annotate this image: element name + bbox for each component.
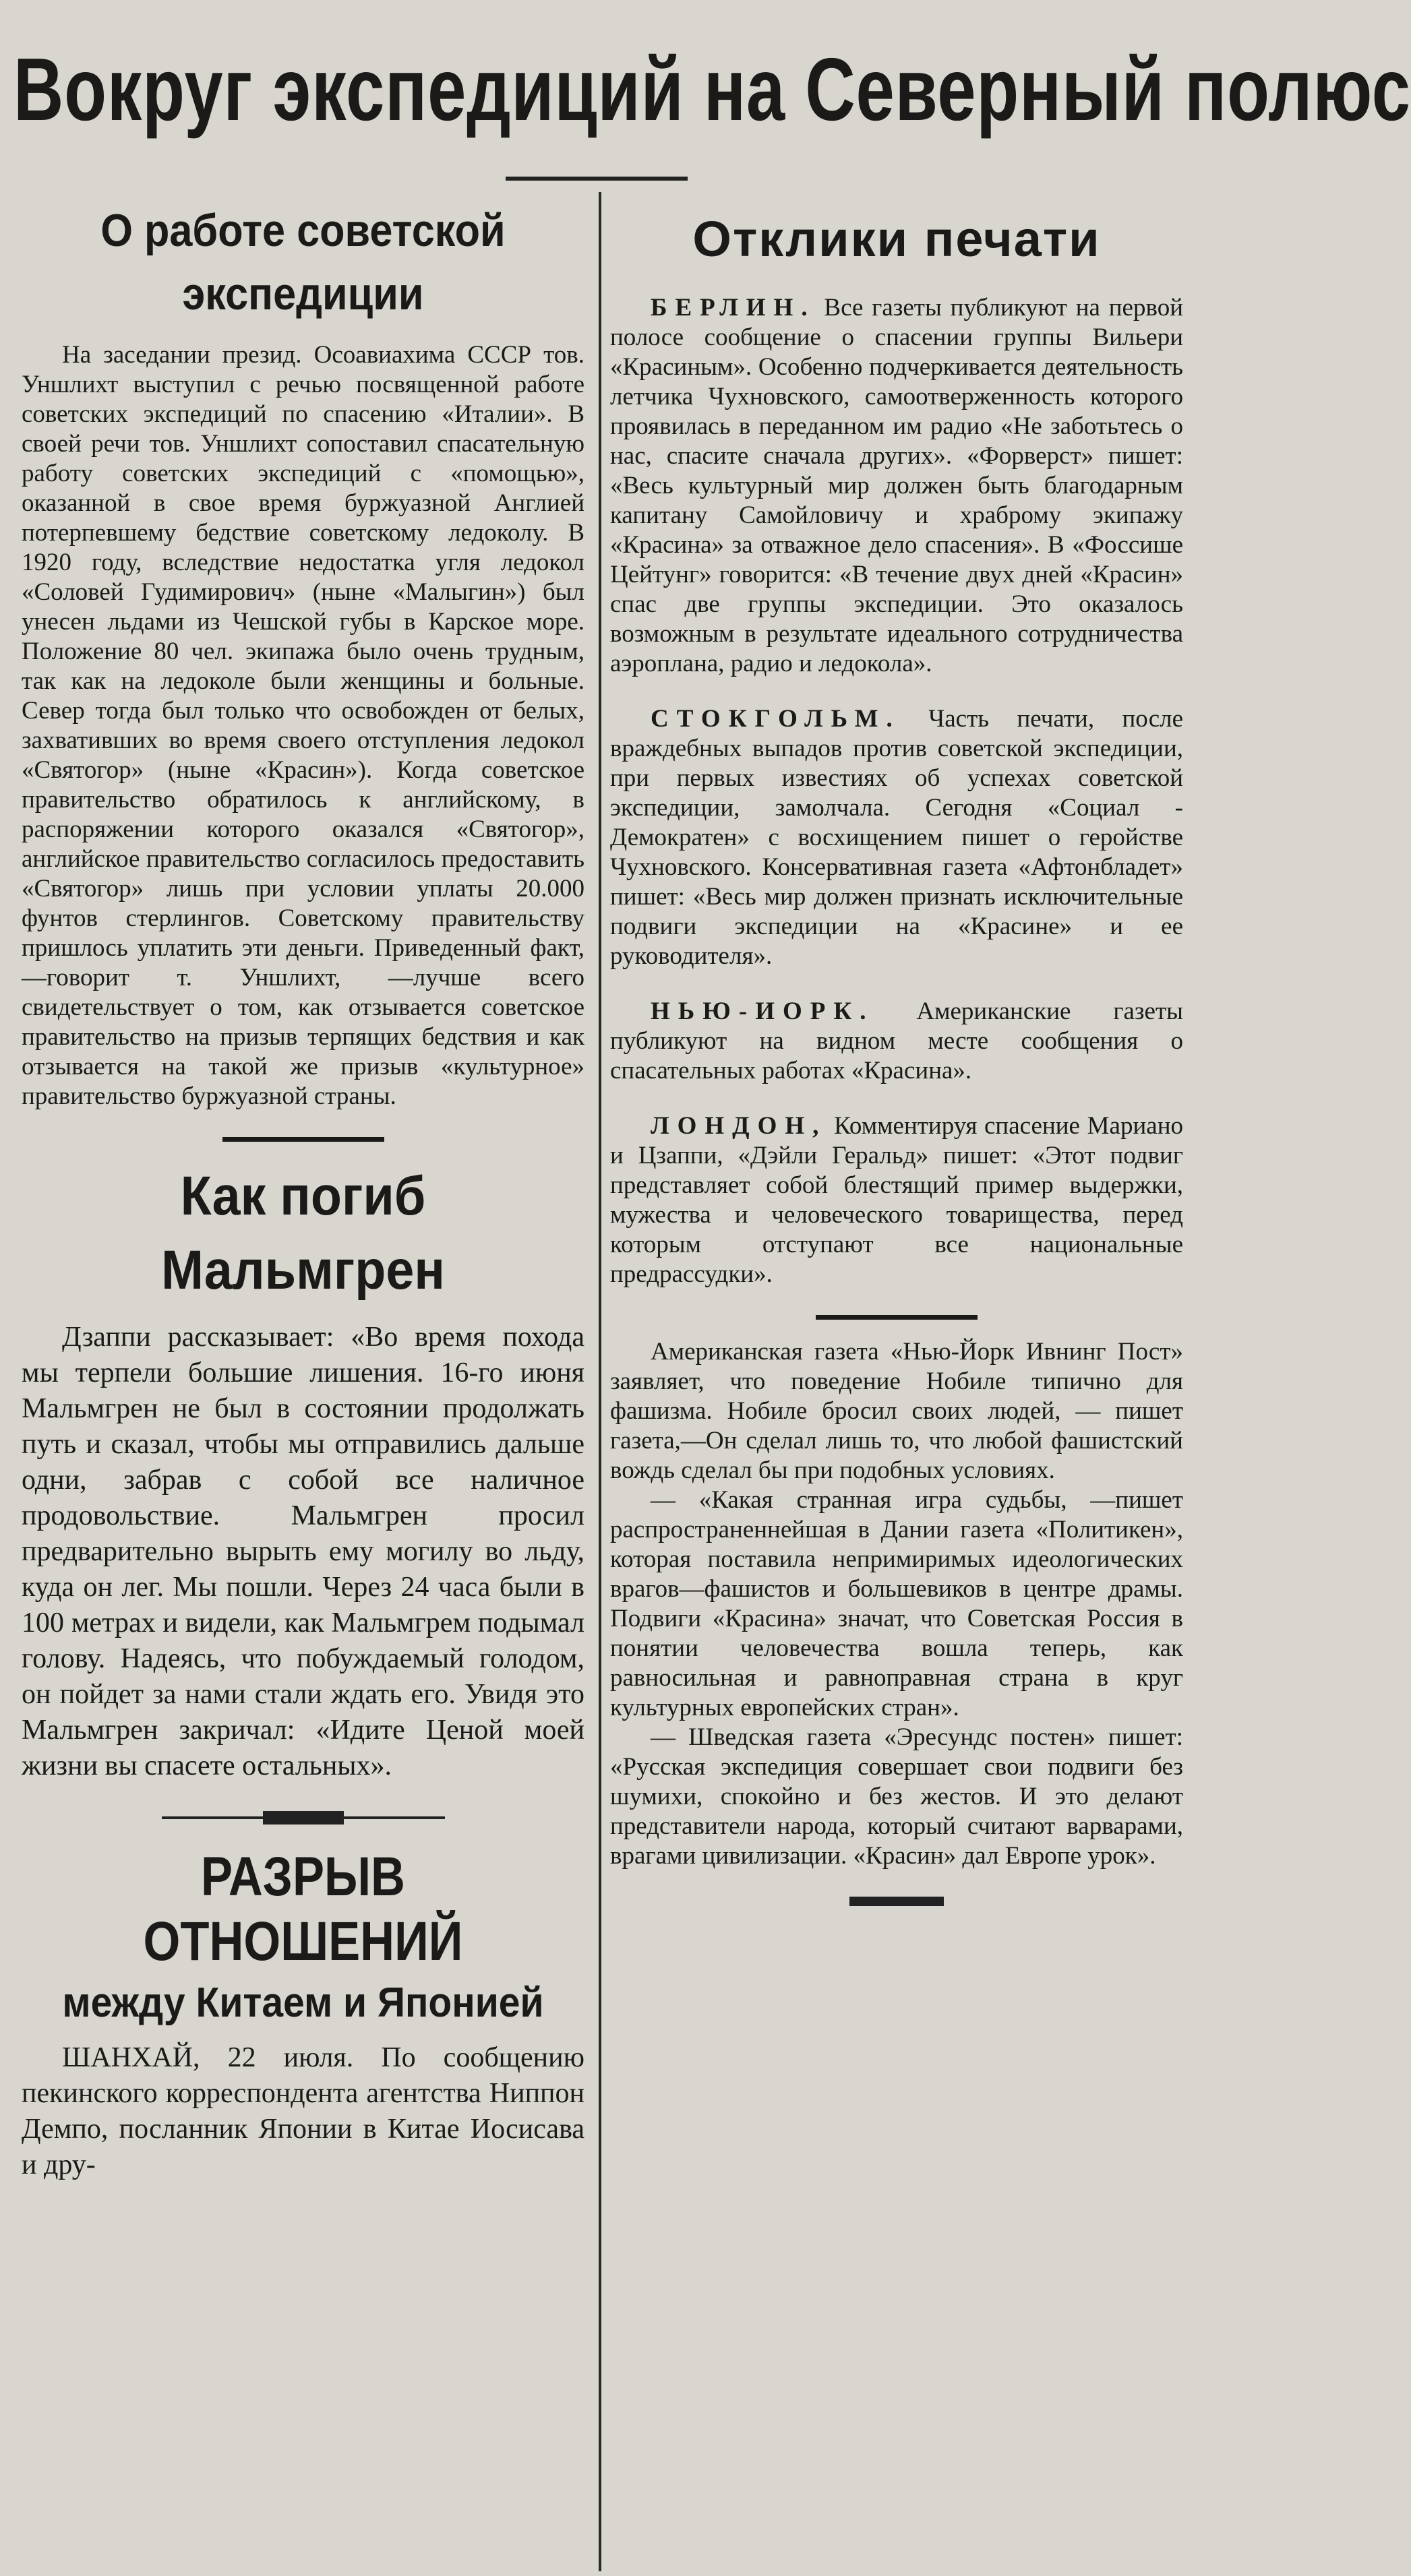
dateline: НЬЮ-ИОРК. (651, 998, 874, 1025)
article-title: О работе советской экспедиции (100, 205, 506, 319)
column-separator (599, 192, 601, 2571)
report-berlin (610, 293, 1183, 679)
article-body: ШАНХАЙ, 22 июля. По сообщению пекинского корреспондента агентства Ниппон Демпо, посланник Японии в Китае Иосисава и дру- (22, 2042, 584, 2180)
masthead-rule (506, 177, 688, 181)
press-paragraph: — Шведская газета «Эресундс постен» пишет: «Русская экспедиция совершает свои подвиги без шумихи, спокойно и без жестов. И это делают представители народа, который считают варварами, врагами цивилизации. «Красин» дал Европе урок». (610, 1723, 1183, 1870)
dateline: СТОКГОЛЬМ. (651, 705, 901, 733)
dateline: ЛОНДОН, (651, 1112, 827, 1140)
article-title: РАЗРЫВ ОТНОШЕНИЙ (143, 1846, 463, 1972)
section-divider (162, 1811, 445, 1824)
article-title: Как погиб Мальмгрен (161, 1165, 445, 1301)
press-paragraph: Американская газета «Нью-Йорк Ивнинг Пост» заявляет, что поведение Нобиле типично для фашизма. Нобиле бросил своих людей, — пишет газета,—Он сделал лишь то, что любой фашистский вождь сделал бы при подобных условиях. (610, 1338, 1183, 1484)
right-column (610, 199, 1183, 1906)
section-title: Отклики печати (692, 211, 1101, 267)
article-subtitle: между Китаем и Японией (62, 1980, 544, 2026)
report-body: НЬЮ-ИОРК. Американские газеты публикуют на видном месте сообщения о спасательных работах «Красина». (610, 998, 1183, 1084)
dateline: БЕРЛИН. (651, 294, 816, 321)
report-stockholm (610, 704, 1183, 971)
article-malmgren (22, 1159, 584, 1784)
article-soviet-expedition (22, 199, 584, 1111)
masthead-title: Вокруг экспедиций на Северный полюс (13, 40, 1411, 139)
report-body: СТОКГОЛЬМ. Часть печати, после враждебных выпадов против советской экспедиции, при первых известиях об успехах советской экспедиции, замолчала. Сегодня «Социал - Демократен» с восхищением пишет о геройстве Чухновского. Консервативная газета «Афтонбладет» пишет: «Весь мир должен признать исключительные подвиги экспедиции на «Красине» и ее руководителя». (610, 705, 1183, 970)
report-body: ЛОНДОН, Комментируя спасение Мариано и Цзаппи, «Дэйли Геральд» пишет: «Этот подвиг представляет собой блестящий пример выдержки, мужества и человеческого товарищества, перед которым отступают все национальные предрассудки». (610, 1112, 1183, 1288)
section-divider (222, 1137, 384, 1142)
press-paragraph: — «Какая странная игра судьбы, —пишет распространеннейшая в Дании газета «Политикен», которая поставила непримиримых идеологических врагов—фашистов и большевиков в центре драмы. Подвиги «Красина» значат, что Советская Россия в понятии человечества вошла теперь, как равносильная и равноправная страна в круг культурных европейских стран». (610, 1486, 1183, 1721)
dateline: ШАНХАЙ, (62, 2042, 200, 2073)
article-china-japan (22, 1845, 584, 2183)
section-divider (816, 1315, 978, 1320)
report-newyork (610, 997, 1183, 1086)
report-body: БЕРЛИН. Все газеты публикуют на первой полосе сообщение о спасении группы Вильери «Красиным». Особенно подчеркивается деятельность летчика Чухновского, самоотверженность которого проявилась в переданном им радио «Не заботьтесь о нас, спасите сначала других». «Форверст» пишет: «Весь культурный мир должен быть благодарным капитану Самойловичу и храброму экипажу «Красина» за отважное дело спасения». В «Фоссише Цейтунг» говорится: «В течение двух дней «Красин» спас две группы экспедиции. Это оказалось возможным в результате идеального сотрудничества аэроплана, радио и ледокола». (610, 294, 1183, 677)
report-london (610, 1111, 1183, 1289)
article-body: На заседании презид. Осоавиахима СССР тов. Уншлихт выступил с речью посвященной работе советских экспедиций по спасению «Италии». В своей речи тов. Уншлихт сопоставил спасательную работу советских экспедиций с «помощью», оказанной в свое время буржуазной Англией потерпевшему бедствие советскому ледоколу. В 1920 году, вследствие недостатка угля ледокол «Соловей Гудимирович» (ныне «Малыгин») был унесен льдами из Чешской губы в Карское море. Положение 80 чел. экипажа было очень трудным, так как на ледоколе были женщины и больные. Север тогда был только что освобожден от белых, захвативших во время своего отступления ледокол «Святогор» (ныне «Красин»). Когда советское правительство обратилось к английскому, в распоряжении которого оказался «Святогор», английское правительство согласилось предоставить «Святогор» лишь при условии уплаты 20.000 фунтов стерлингов. Советскому правительству пришлось уплатить эти деньги. Приведенный факт,—говорит т. Уншлихт, —лучше всего свидетельствует о том, как отзывается советское правительство на призыв терпящих бедствия и как отзывается на такой же призыв «культурное» правительство буржуазной страны. (22, 341, 584, 1110)
article-body: Дзаппи рассказывает: «Во время похода мы терпели большие лишения. 16-го июня Мальмгрен не был в состоянии продолжать путь и сказал, чтобы мы отправились дальше одни, забрав с собой все наличное продовольствие. Мальмгрен просил предварительно вырыть ему могилу во льду, куда он лег. Мы пошли. Через 24 часа были в 100 метрах и видели, как Мальмгрем подымал голову. Надеясь, что побуждаемый голодом, он пойдет за нами стали ждать его. Увидя это Мальмгрен закричал: «Идите Ценой моей жизни вы спасете остальных». (22, 1322, 584, 1781)
end-mark (849, 1897, 944, 1906)
press-quotes (610, 1337, 1183, 1871)
left-column (22, 199, 584, 2209)
